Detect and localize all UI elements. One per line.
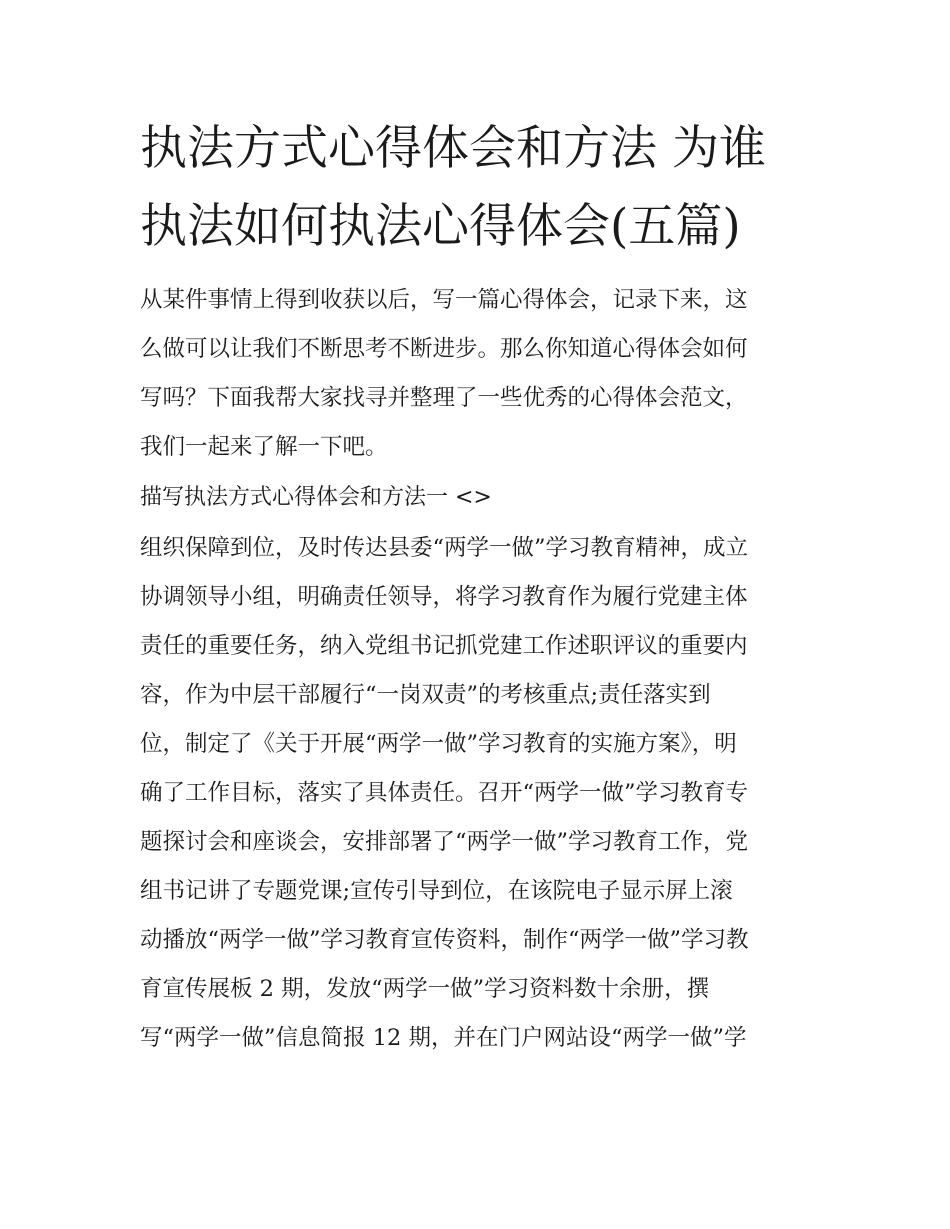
section-heading: 描写执法方式心得体会和方法一 <> — [140, 485, 492, 510]
body-line: 位，制定了《关于开展“两学一做”学习教育的实施方案》，明 — [140, 731, 737, 757]
body-line: 确了工作目标，落实了具体责任。召开“两学一做”学习教育专 — [140, 780, 749, 806]
body-line: 题探讨会和座谈会，安排部署了“两学一做”学习教育工作，党 — [140, 829, 749, 855]
body-line: 协调领导小组，明确责任领导，将学习教育作为履行党建主体 — [140, 584, 748, 610]
intro-paragraph — [140, 276, 815, 472]
title-line: 执法方式心得体会和方法 为谁 — [140, 121, 766, 176]
intro-line: 我们一起来了解一下吧。 — [140, 434, 388, 460]
body-line: 育宣传展板 2 期，发放“两学一做”学习资料数十余册，撰 — [140, 976, 710, 1002]
body-line: 动播放“两学一做”学习教育宣传资料，制作“两学一做”学习教 — [140, 927, 749, 953]
intro-line: 从某件事情上得到收获以后，写一篇心得体会，记录下来，这 — [140, 287, 748, 313]
body-line: 写“两学一做”信息简报 12 期，并在门户网站设“两学一做”学 — [140, 1025, 747, 1051]
body-paragraph — [140, 524, 815, 1063]
intro-line: 写吗？下面我帮大家找寻并整理了一些优秀的心得体会范文， — [140, 385, 748, 411]
body-line: 组书记讲了专题党课;宣传引导到位，在该院电子显示屏上滚 — [140, 878, 733, 904]
document-page — [140, 110, 815, 1063]
document-title — [140, 110, 815, 266]
body-line: 组织保障到位，及时传达县委“两学一做”学习教育精神，成立 — [140, 535, 749, 561]
body-line: 责任的重要任务，纳入党组书记抓党建工作述职评议的重要内 — [140, 633, 748, 659]
intro-line: 么做可以让我们不断思考不断进步。那么你知道心得体会如何 — [140, 336, 748, 362]
body-line: 容，作为中层干部履行“一岗双责”的考核重点;责任落实到 — [140, 682, 711, 708]
title-line: 执法如何执法心得体会(五篇) — [140, 199, 741, 254]
